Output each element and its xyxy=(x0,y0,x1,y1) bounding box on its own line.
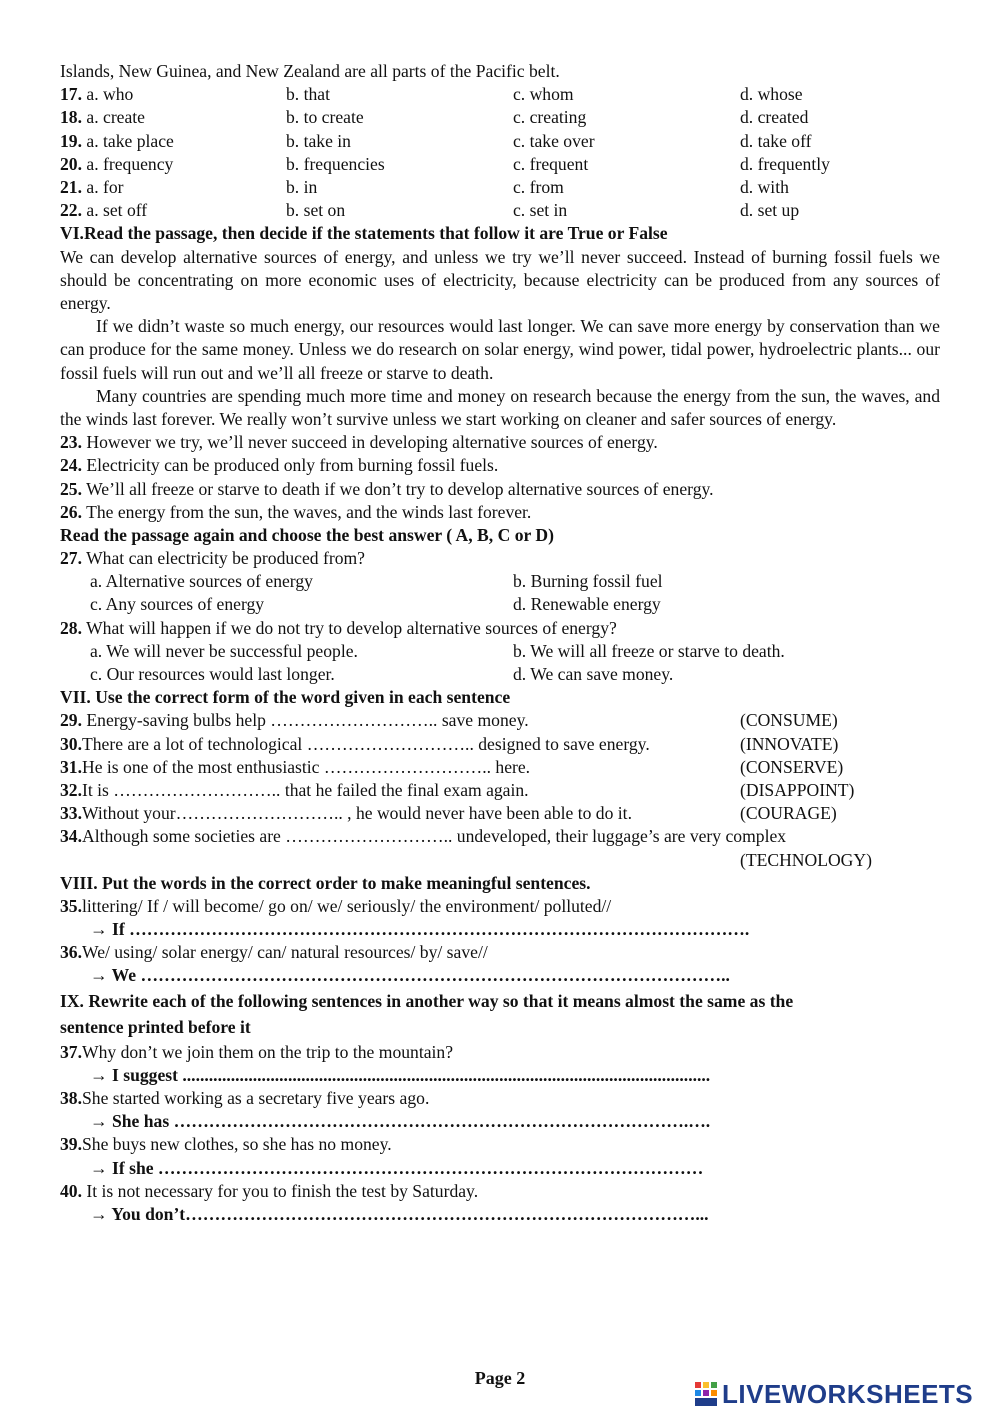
option-a: a. who xyxy=(82,84,134,105)
option-c: c. creating xyxy=(513,107,587,128)
mc-row-18 xyxy=(60,106,940,129)
question-number: 21. xyxy=(60,176,82,197)
statement-25 xyxy=(60,478,940,501)
option-a: a. frequency xyxy=(82,153,174,174)
answer-line-40[interactable]: → You don’t……………………………………………………………………………... xyxy=(90,1203,709,1224)
statement-26 xyxy=(60,501,940,524)
mc-row-21 xyxy=(60,176,940,199)
question-number: 36. xyxy=(60,942,82,963)
option-b: b. take in xyxy=(286,130,351,151)
passage-paragraph-1: We can develop alternative sources of energy, and unless we try we’ll never succeed. Instead of burning fossil fuels we should be concentrating on more economic uses of electricity, because electricity can be produced from any sources of energy. xyxy=(60,246,940,313)
statement-24 xyxy=(60,454,940,477)
worksheet-grid-icon xyxy=(694,1380,720,1408)
question-text: What will happen if we do not try to develop alternative sources of energy? xyxy=(82,617,617,638)
section-9-heading-line-2: sentence printed before it xyxy=(60,1017,251,1038)
word-form-sentence[interactable]: It is ……………………….. that he failed the final exam again. xyxy=(82,779,529,800)
word-hint: (CONSUME) xyxy=(740,710,838,731)
answer-line-39[interactable]: → If she ………………………………………………………………………………… xyxy=(90,1157,704,1178)
answer-line-35[interactable]: → If ……………………………………………………………………………………………. xyxy=(90,919,750,940)
question-number: 35. xyxy=(60,895,82,916)
word-form-sentence[interactable]: He is one of the most enthusiastic ……………………….. here. xyxy=(82,756,531,777)
statement-text: We’ll all freeze or starve to death if we don’t try to develop alternative sources of energy. xyxy=(82,478,714,499)
option-d: d. set up xyxy=(740,200,800,221)
mc-options xyxy=(60,83,940,222)
option-b: b. set on xyxy=(286,200,346,221)
word-hint: (COURAGE) xyxy=(740,803,837,824)
section-9-heading-line-1: IX. Rewrite each of the following sentences in another way so that it means almost the same as the xyxy=(60,990,794,1011)
question-number: 40. xyxy=(60,1180,82,1201)
worksheet-content xyxy=(60,60,940,1226)
passage-paragraph-2: If we didn’t waste so much energy, our resources would last longer. We can save more energy by conservation than we can produce for the same money. Unless we do research on solar energy, wind power, tidal power, hydroelectric plants... our fossil fuels will run out and we’ll all freeze or starve to death. xyxy=(60,316,940,383)
section-7-heading: VII. Use the correct form of the word given in each sentence xyxy=(60,687,511,708)
option-c: c. from xyxy=(513,176,564,197)
question-28-options-cd xyxy=(60,663,940,686)
option-c: c. frequent xyxy=(513,153,589,174)
question-number: 19. xyxy=(60,130,82,151)
option-c: c. take over xyxy=(513,130,595,151)
intro-line: Islands, New Guinea, and New Zealand are all parts of the Pacific belt. xyxy=(60,61,560,81)
liveworksheets-logo[interactable] xyxy=(694,1378,973,1410)
word-form-32 xyxy=(60,779,940,802)
word-form-sentence[interactable]: Without your……………………….. , he would never have been able to do it. xyxy=(82,803,632,824)
option-a: a. for xyxy=(82,176,124,197)
original-sentence: Why don’t we join them on the trip to the mountain? xyxy=(82,1041,454,1062)
question-number: 25. xyxy=(60,478,82,499)
statement-23 xyxy=(60,431,940,454)
option-d: d. with xyxy=(740,176,789,197)
reading-passage xyxy=(60,246,940,432)
statement-text: The energy from the sun, the waves, and the winds last forever. xyxy=(82,501,532,522)
option-d: d. created xyxy=(740,107,809,128)
original-sentence: It is not necessary for you to finish the test by Saturday. xyxy=(82,1180,479,1201)
question-number: 29. xyxy=(60,710,82,731)
answer-line-36[interactable]: → We ……………………………………………………………………………………….. xyxy=(90,965,730,986)
option-b: b. to create xyxy=(286,107,364,128)
word-form-sentence[interactable]: Energy-saving bulbs help ……………………….. save money. xyxy=(82,710,529,731)
question-number: 39. xyxy=(60,1134,82,1155)
question-text: What can electricity be produced from? xyxy=(82,548,365,569)
word-form-34-hint-line xyxy=(60,849,940,872)
question-number: 22. xyxy=(60,200,82,221)
original-sentence: She buys new clothes, so she has no money. xyxy=(82,1134,392,1155)
reorder-35 xyxy=(60,895,940,918)
question-number: 38. xyxy=(60,1088,82,1108)
word-form-31 xyxy=(60,756,940,779)
question-number: 30. xyxy=(60,733,82,754)
question-27 xyxy=(60,547,940,570)
question-number: 26. xyxy=(60,501,82,522)
question-27-options-ab xyxy=(60,570,940,593)
answer-line-38[interactable]: → She has …………………………………………………………………………….…. xyxy=(90,1111,711,1132)
option-c: c. Our resources would last longer. xyxy=(90,664,335,684)
mc-row-17 xyxy=(60,83,940,106)
question-number: 18. xyxy=(60,107,82,128)
question-27-options-cd xyxy=(60,593,940,616)
question-number: 34. xyxy=(60,826,82,847)
option-b: b. We will all freeze or starve to death. xyxy=(513,640,785,661)
answer-line-37[interactable]: → I suggest ........................................................................................................................ xyxy=(90,1064,711,1085)
question-number: 37. xyxy=(60,1041,82,1062)
option-a: a. Alternative sources of energy xyxy=(90,571,313,592)
option-b: b. Burning fossil fuel xyxy=(513,571,663,592)
statement-text: Electricity can be produced only from burning fossil fuels. xyxy=(82,455,499,476)
question-number: 28. xyxy=(60,617,82,638)
original-sentence: She started working as a secretary five years ago. xyxy=(82,1088,430,1108)
question-number: 23. xyxy=(60,432,82,453)
word-form-33 xyxy=(60,802,940,825)
option-d: d. Renewable energy xyxy=(513,594,661,615)
option-c: c. set in xyxy=(513,200,568,221)
word-hint: (TECHNOLOGY) xyxy=(740,849,872,870)
option-d: d. whose xyxy=(740,84,803,105)
section-8-heading: VIII. Put the words in the correct order to make meaningful sentences. xyxy=(60,872,591,893)
word-form-30 xyxy=(60,733,940,756)
option-d: d. take off xyxy=(740,130,812,151)
option-b: b. that xyxy=(286,84,330,105)
word-form-sentence[interactable]: Although some societies are ……………………….. undeveloped, their luggage’s are very complex xyxy=(82,826,787,847)
reorder-36 xyxy=(60,941,940,964)
rewrite-39 xyxy=(60,1133,940,1156)
rewrite-37 xyxy=(60,1041,940,1064)
option-a: a. set off xyxy=(82,200,148,221)
question-number: 17. xyxy=(60,84,82,105)
word-list: We/ using/ solar energy/ can/ natural resources/ by/ save// xyxy=(82,942,488,963)
option-d: d. We can save money. xyxy=(513,664,674,684)
option-b: b. frequencies xyxy=(286,153,385,174)
word-hint: (CONSERVE) xyxy=(740,756,844,777)
word-list: littering/ If / will become/ go on/ we/ seriously/ the environment/ polluted// xyxy=(82,895,612,916)
rewrite-38 xyxy=(60,1087,940,1110)
option-a: a. We will never be successful people. xyxy=(90,640,358,661)
brand-name: LIVEWORKSHEETS xyxy=(722,1378,974,1409)
rewrite-40 xyxy=(60,1180,940,1203)
mc-row-19 xyxy=(60,130,940,153)
question-number: 31. xyxy=(60,756,82,777)
question-number: 33. xyxy=(60,803,82,824)
question-number: 20. xyxy=(60,153,82,174)
option-a: a. take place xyxy=(82,130,174,151)
section-6-subheading: Read the passage again and choose the best answer ( A, B, C or D) xyxy=(60,524,554,545)
option-a: a. create xyxy=(82,107,145,128)
word-hint: (INNOVATE) xyxy=(740,733,839,754)
word-form-34 xyxy=(60,825,940,848)
question-number: 32. xyxy=(60,779,82,800)
statement-text: However we try, we’ll never succeed in developing alternative sources of energy. xyxy=(82,432,658,453)
option-d: d. frequently xyxy=(740,153,830,174)
option-c: c. Any sources of energy xyxy=(90,594,265,615)
word-hint: (DISAPPOINT) xyxy=(740,779,855,800)
option-b: b. in xyxy=(286,176,318,197)
question-number: 24. xyxy=(60,455,82,476)
option-c: c. whom xyxy=(513,84,574,105)
question-number: 27. xyxy=(60,548,82,569)
question-28-options-ab xyxy=(60,640,940,663)
section-6-heading: VI.Read the passage, then decide if the statements that follow it are True or False xyxy=(60,223,668,244)
passage-paragraph-3: Many countries are spending much more time and money on research because the energy from the sun, the waves, and the winds last forever. We really won’t survive unless we start working on cleaner and safer sources of energy. xyxy=(60,385,940,429)
word-form-sentence[interactable]: There are a lot of technological ……………………….. designed to save energy. xyxy=(82,733,650,754)
word-form-29 xyxy=(60,709,940,732)
mc-row-20 xyxy=(60,153,940,176)
mc-row-22 xyxy=(60,199,940,222)
page-number: Page 2 xyxy=(474,1368,526,1388)
question-28 xyxy=(60,617,940,640)
